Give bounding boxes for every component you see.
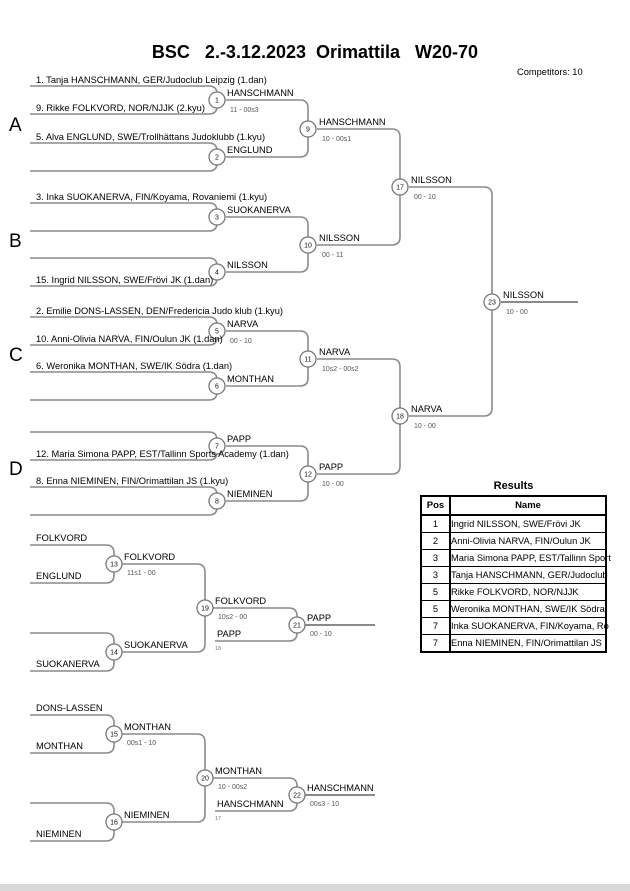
player-entry-s5: 3. Inka SUOKANERVA, FIN/Koyama, Rovaniemi (1.kyu) — [36, 192, 268, 202]
results-row — [421, 515, 606, 533]
match-winner-2: ENGLUND — [227, 145, 273, 155]
match-winner-8: NIEMINEN — [227, 489, 273, 499]
player-entry-s11: 6. Weronika MONTHAN, SWE/IK Södra (1.dan) — [36, 361, 233, 371]
match-score-22: 00s3 - 10 — [310, 801, 340, 808]
results-title: Results — [493, 480, 534, 492]
result-pos: 5 — [421, 584, 450, 601]
match-score-20: 10 - 00s2 — [218, 784, 248, 791]
match-score-1: 11 - 00s3 — [230, 107, 259, 114]
match-winner-23: NILSSON — [503, 290, 544, 300]
result-pos: 1 — [421, 515, 450, 533]
result-name: Anni-Olivia NARVA, FIN/Oulun JK — [450, 533, 606, 550]
match-winner-6: MONTHAN — [227, 374, 274, 384]
match-winner-1: HANSCHMANN — [227, 88, 294, 98]
match-score-10: 00 - 11 — [322, 252, 344, 259]
results-header-pos: Pos — [421, 496, 450, 515]
player-entry-s3: 5. Alva ENGLUND, SWE/Trollhättans Judoklubb (1.kyu) — [36, 132, 266, 142]
result-name: Inka SUOKANERVA, FIN/Koyama, Ro — [450, 618, 606, 635]
match-number-7: 7 — [215, 443, 219, 451]
match-winner-16: NIEMINEN — [124, 810, 170, 820]
match-number-23: 23 — [488, 299, 496, 307]
feeder-source-22: 17 — [215, 816, 222, 822]
player-entry-s8: 15. Ingrid NILSSON, SWE/Frövi JK (1.dan) — [36, 275, 214, 285]
match-number-22: 22 — [293, 792, 301, 800]
pool-label-d: D — [9, 459, 23, 480]
match-number-9: 9 — [306, 126, 310, 134]
result-name: Rikke FOLKVORD, NOR/NJJK — [450, 584, 606, 601]
match-score-17: 00 - 10 — [414, 194, 436, 201]
event-title: BSC 2.-3.12.2023 Orimattila W20-70 — [151, 42, 479, 62]
repechage-player-r8: NIEMINEN — [36, 829, 82, 839]
match-bracket-m2 — [30, 143, 217, 171]
match-winner-3: SUOKANERVA — [227, 205, 291, 215]
results-row — [421, 567, 606, 584]
match-winner-10: NILSSON — [319, 233, 360, 243]
result-pos: 7 — [421, 618, 450, 635]
result-pos: 7 — [421, 635, 450, 653]
competitors-count: Competitors: 10 — [517, 67, 583, 77]
match-score-19: 10s2 - 00 — [218, 614, 248, 621]
results-row — [421, 533, 606, 550]
result-name: Ingrid NILSSON, SWE/Frövi JK — [450, 515, 606, 533]
match-number-15: 15 — [110, 731, 118, 739]
result-name: Weronika MONTHAN, SWE/IK Södra — [450, 601, 606, 618]
match-winner-12: PAPP — [319, 462, 344, 472]
match-number-6: 6 — [215, 383, 219, 391]
match-number-20: 20 — [201, 775, 209, 783]
result-pos: 2 — [421, 533, 450, 550]
match-winner-5: NARVA — [227, 319, 259, 329]
match-number-12: 12 — [304, 471, 312, 479]
match-score-18: 10 - 00 — [414, 423, 436, 430]
match-number-1: 1 — [215, 97, 219, 105]
page-bottom-edge — [0, 884, 630, 891]
feeder-labels — [215, 629, 284, 822]
result-pos: 3 — [421, 567, 450, 584]
result-pos: 3 — [421, 550, 450, 567]
match-number-4: 4 — [215, 269, 219, 277]
match-bracket-m3 — [30, 203, 217, 231]
advance-line-m20 — [122, 734, 205, 822]
match-number-14: 14 — [110, 649, 118, 657]
results-table — [420, 495, 611, 653]
result-name: Enna NIEMINEN, FIN/Orimattilan JS — [450, 635, 606, 653]
match-winner-21: PAPP — [307, 613, 332, 623]
repechage-player-r6: MONTHAN — [36, 741, 83, 751]
match-score-21: 00 - 10 — [310, 631, 332, 638]
match-number-11: 11 — [304, 356, 312, 364]
results-header-row — [421, 496, 606, 515]
match-bracket-m6 — [30, 372, 217, 400]
match-number-18: 18 — [396, 413, 404, 421]
match-bracket-m8 — [30, 487, 217, 515]
results-row — [421, 601, 606, 618]
match-number-17: 17 — [396, 184, 404, 192]
match-number-8: 8 — [215, 498, 219, 506]
pool-label-b: B — [9, 231, 22, 252]
match-number-2: 2 — [215, 154, 219, 162]
match-number-3: 3 — [215, 214, 219, 222]
pool-label-a: A — [9, 115, 22, 136]
match-winner-4: NILSSON — [227, 260, 268, 270]
match-number-21: 21 — [293, 622, 301, 630]
match-winner-20: MONTHAN — [215, 766, 262, 776]
results-row — [421, 618, 606, 635]
match-number-10: 10 — [304, 242, 312, 250]
match-winner-22: HANSCHMANN — [307, 783, 374, 793]
advance-line-m17 — [317, 129, 400, 245]
match-winner-14: SUOKANERVA — [124, 640, 188, 650]
match-score-15: 00s1 - 10 — [127, 740, 157, 747]
results-row — [421, 635, 606, 653]
pool-label-c: C — [9, 345, 23, 366]
player-entry-s2: 9. Rikke FOLKVORD, NOR/NJJK (2.kyu) — [36, 103, 205, 113]
repechage-player-r5: DONS-LASSEN — [36, 703, 103, 713]
match-winner-17: NILSSON — [411, 175, 452, 185]
match-number-19: 19 — [201, 605, 209, 613]
repechage-player-r1: FOLKVORD — [36, 533, 88, 543]
match-score-12: 10 - 00 — [322, 481, 344, 488]
match-winner-7: PAPP — [227, 434, 252, 444]
match-score-11: 10s2 - 00s2 — [322, 366, 359, 373]
repechage-player-r4: SUOKANERVA — [36, 659, 100, 669]
match-score-23: 10 - 00 — [506, 309, 528, 316]
result-name: Tanja HANSCHMANN, GER/Judoclub — [450, 567, 606, 584]
player-entry-s9: 2. Emilie DONS-LASSEN, DEN/Fredericia Judo klub (1.kyu) — [36, 306, 283, 316]
match-winner-18: NARVA — [411, 404, 443, 414]
advance-line-m18 — [317, 359, 400, 474]
result-pos: 5 — [421, 601, 450, 618]
match-score-5: 00 - 10 — [230, 338, 252, 345]
results-row — [421, 550, 606, 567]
match-number-16: 16 — [110, 819, 118, 827]
player-entry-s1: 1. Tanja HANSCHMANN, GER/Judoclub Leipzig (1.dan) — [36, 75, 267, 85]
match-number-5: 5 — [215, 328, 219, 336]
player-entry-s10: 10. Anni-Olivia NARVA, FIN/Oulun JK (1.dan) — [36, 334, 223, 344]
results-row — [421, 584, 606, 601]
match-score-13: 11s1 - 00 — [127, 570, 156, 577]
feeder-label-21: PAPP — [217, 629, 242, 639]
match-winner-15: MONTHAN — [124, 722, 171, 732]
match-score-9: 10 - 00s1 — [322, 136, 352, 143]
player-entry-s14: 12. Maria Simona PAPP, EST/Tallinn Sports Academy (1.dan) — [36, 449, 289, 459]
result-name: Maria Simona PAPP, EST/Tallinn Sport — [450, 550, 606, 567]
feeder-label-22: HANSCHMANN — [217, 799, 284, 809]
match-winner-11: NARVA — [319, 347, 351, 357]
match-number-13: 13 — [110, 561, 118, 569]
match-winner-13: FOLKVORD — [124, 552, 176, 562]
advance-line-m19 — [122, 564, 205, 652]
repechage-player-r2: ENGLUND — [36, 571, 82, 581]
match-winner-19: FOLKVORD — [215, 596, 267, 606]
feeder-source-21: 18 — [215, 646, 222, 652]
results-header-name: Name — [450, 496, 606, 515]
player-entry-s15: 8. Enna NIEMINEN, FIN/Orimattilan JS (1.kyu) — [36, 476, 229, 486]
advance-line-m23 — [409, 187, 492, 416]
match-winner-9: HANSCHMANN — [319, 117, 386, 127]
